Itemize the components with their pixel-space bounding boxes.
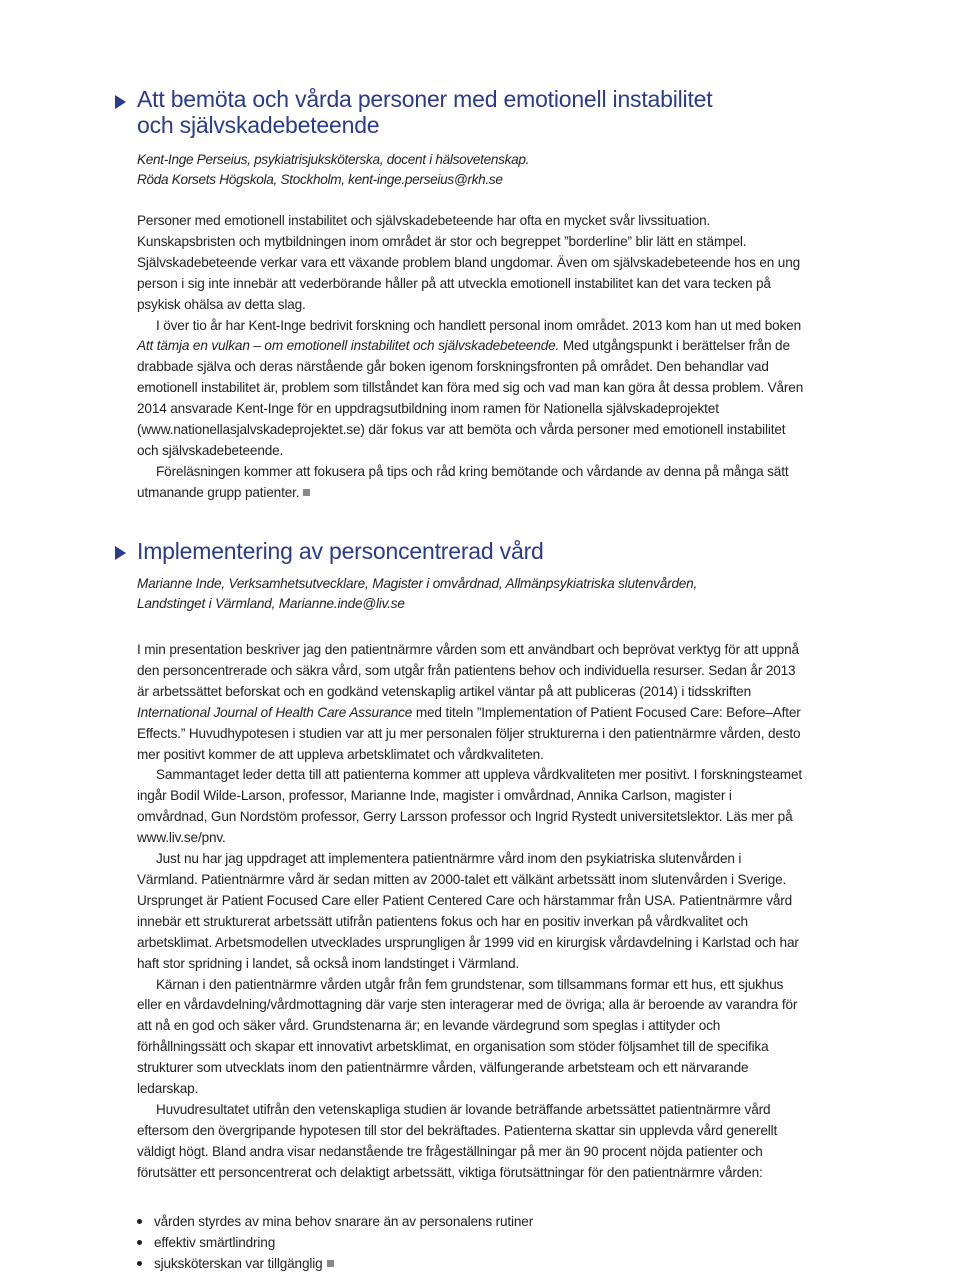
paragraph: Föreläsningen kommer att fokusera på tips och råd kring bemötande och vårdande av denna på många sätt utmanande grupp patienter. <box>137 463 789 500</box>
author-line-2: Röda Korsets Högskola, Stockholm, kent-inge.perseius@rkh.se <box>137 172 503 187</box>
journal-title: International Journal of Health Care Assurance <box>137 704 413 720</box>
paragraph: Just nu har jag uppdraget att implementera patientnärmre vård inom den psykiatriska slutenvården i Värmland. Patientnärmre vård är sedan mitten av 2000-talet ett välkänt arbetssätt inom slutenvården i Sverige. Ursprunget är Patient Focused Care eller Patient Centered Care och härstammar från USA. Patientnärmre vård innebär ett strukturerat arbetssätt utifrån patientens fokus och har en positiv inverkan på vårdkvalitet och arbetsklimat. Arbetsmodellen utvecklades ursprungligen år 1999 vid en kirurgisk vårdavdelning i Karlstad och har haft stor spridning i landet, så också inom landstinget i Värmland. <box>137 851 799 971</box>
paragraph: Personer med emotionell instabilitet och självskadebeteende har ofta en mycket svår livssituation. Kunskapsbristen och mytbildningen inom området är stor och begreppet ”borderline” blir lätt en stämpel. Självskadebeteende verkar vara ett växande problem bland ungdomar. Även om självskadebeteende hos en ung person i sig inte innebär att vederbörande håller på att utveckla emotionell instabilitet kan det vara tecken på psykisk ohälsa av detta slag. <box>137 213 801 312</box>
bullet-dot-icon <box>137 1240 142 1245</box>
paragraph: Sammantaget leder detta till att patienterna kommer att uppleva vårdkvaliteten mer positivt. I forskningsteamet ingår Bodil Wilde-Larson, professor, Marianne Inde, magister i omvårdnad, Annika Carlson, magister i omvårdnad, Gun Nordstöm professor, Gerry Larsson professor och Ingrid Rystedt universitetslektor. Läs mer på www.liv.se/pnv. <box>137 767 802 846</box>
author-line-1: Marianne Inde, Verksamhetsutvecklare, Magister i omvårdnad, Allmänpsykiatriska slutenvården, <box>137 576 698 591</box>
paragraph: Huvudresultatet utifrån den vetenskapliga studien är lovande beträffande arbetssättet patientnärmre vård eftersom den övergripande hypotesen till stor del bekräftades. Patienterna skattar sin upplevda vård generellt väldigt högt. Bland andra visar nedanstående tre frågeställningar på mer än 90 procent nöjda patienter och förutsätter ett personcentrerat och delaktigt arbetssätt, viktiga förutsättningar för den patientnärmre vården: <box>137 1101 778 1180</box>
article-title <box>137 86 805 138</box>
paragraph: I min presentation beskriver jag den patientnärmre vården som ett användbart och beprövat verktyg för att uppnå den personcentrerade och säkra vård, som utgår från patientens behov och individuella resurser. Sedan år 2013 är arbetssättet beforskat och en godkänd vetenskaplig artikel väntar på att publiceras (2014) i tidsskriften International Journal of Health Care Assurance med titeln ”Implementation of Patient Focused Care: Before–After Effects.” Huvudhypotesen i studien var att ju mer personalen följer strukturerna i den patientnärmre vården, desto mer positivt kommer de att uppleva arbetsklimatet och vårdkvaliteten. <box>137 642 801 762</box>
bullet-dot-icon <box>137 1219 142 1224</box>
list-item: sjuksköterskan var tillgänglig <box>137 1253 805 1274</box>
triangle-bullet-icon <box>115 95 126 109</box>
paragraph: I över tio år har Kent-Inge bedrivit forskning och handlett personal inom området. 2013 kom han ut med boken Att tämja en vulkan – om emotionell instabilitet och självskadebeteende. Med utgångspunkt i berättelser från de drabbade själva och deras närstående går boken igenom forskningsfronten på området. Den behandlar vad emotionell instabilitet är, problem som tillståndet kan föra med sig och vad man kan göra åt dessa problem. Våren 2014 ansvarade Kent-Inge för en uppdragsutbildning inom ramen för Nationella självskadeprojektet (www.nationellasjalvskadeprojektet.se) där fokus var att bemöta och vårda personer med emotionell instabilitet och självskadebeteende. <box>137 317 804 458</box>
book-title: Att tämja en vulkan – om emotionell instabilitet och självskadebeteende. <box>137 338 560 354</box>
author-line-1: Kent-Inge Perseius, psykiatrisjuksköterska, docent i hälsovetenskap. <box>137 152 530 167</box>
title-line-1: Att bemöta och vårda personer med emotionell instabilitet <box>137 86 713 112</box>
paragraph: Kärnan i den patientnärmre vården utgår från fem grundstenar, som tillsammans formar ett hus, ett sjukhus eller en vårdavdelning/vårdmottagning där varje sten interagerar med de övriga; alla är beroende av varandra för att nå en god och säker vård. Grundstenarna är; en levande värdegrund som speglas i attityder och förhållningssätt och skapar ett innovativt arbetsklimat, en organisation som stöder följsamhet till de specifika strukturer som utvecklats inom den patientnärmre vården, välfungerande arbetsteam och ett närvarande ledarskap. <box>137 976 798 1097</box>
end-mark-icon <box>327 1260 334 1267</box>
bullet-dot-icon <box>137 1261 142 1266</box>
article-heading <box>115 86 805 138</box>
author-info <box>115 574 805 614</box>
triangle-bullet-icon <box>115 546 126 560</box>
article-body <box>115 211 805 504</box>
end-mark-icon <box>303 489 310 496</box>
author-line-2: Landstinget i Värmland, Marianne.inde@liv.se <box>137 596 405 611</box>
list-item: effektiv smärtlindring <box>137 1232 805 1253</box>
title-line-2: och självskadebeteende <box>137 112 380 138</box>
article-body <box>115 640 805 1274</box>
article-section-emotional-instability <box>115 86 805 504</box>
list-item: vården styrdes av mina behov snarare än av personalens rutiner <box>137 1211 805 1232</box>
bullet-list <box>137 1211 805 1274</box>
author-info <box>115 150 805 190</box>
article-title: Implementering av personcentrerad vård <box>137 538 544 564</box>
article-section-person-centred-care <box>115 536 805 1274</box>
article-heading <box>115 536 805 566</box>
